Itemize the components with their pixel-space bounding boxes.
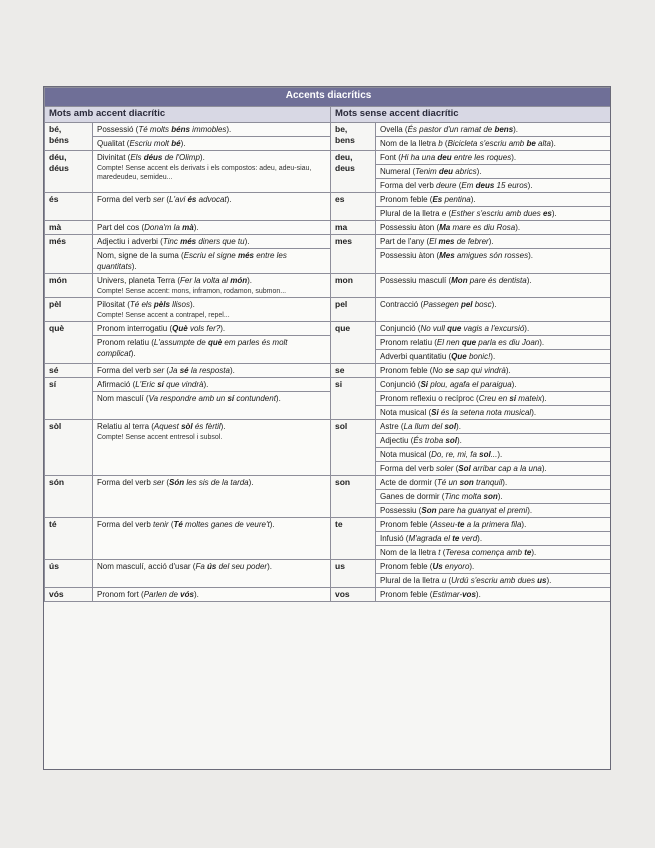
table-row	[45, 364, 612, 378]
unaccented-definition: Acte de dormir (Té un son tranquil).	[376, 476, 612, 490]
accented-definition	[93, 518, 331, 560]
accented-definition	[93, 560, 331, 588]
table-body	[45, 123, 612, 602]
unaccented-definition: Ovella (És pastor d'un ramat de bens).	[376, 123, 612, 137]
unaccented-definition: Nom de la lletra t (Teresa comença amb te).	[376, 546, 612, 560]
definition-text: Pronom relatiu (L'assumpte de què em parles és molt complicat).	[97, 338, 288, 358]
table-row	[45, 249, 612, 274]
table-row	[45, 123, 612, 137]
table-row	[45, 392, 612, 406]
unaccented-definition: Font (Hi ha una deu entre les roques).	[376, 151, 612, 165]
unaccented-definition: Nota musical (Si és la setena nota musical).	[376, 406, 612, 420]
unaccented-definition: Infusió (M'agrada el te verd).	[376, 532, 612, 546]
table-row	[45, 235, 612, 249]
accented-definition	[93, 476, 331, 518]
table-row	[45, 378, 612, 392]
unaccented-word: se	[331, 364, 376, 378]
unaccented-definition: Forma del verb deure (Em deus 15 euros).	[376, 179, 612, 193]
accented-definition	[93, 235, 331, 249]
definition-text: Nom, signe de la suma (Escriu el signe més entre les quantitats).	[97, 251, 287, 271]
table-row	[45, 298, 612, 322]
unaccented-definition: Pronom relatiu (El nen que parla es diu Joan).	[376, 336, 612, 350]
accented-definition	[93, 336, 331, 364]
unaccented-word: son	[331, 476, 376, 518]
table-row	[45, 560, 612, 574]
unaccented-word: que	[331, 322, 376, 364]
accented-definition	[93, 298, 331, 322]
accented-word: són	[45, 476, 93, 518]
accented-word: déu, déus	[45, 151, 93, 193]
definition-text: Relatiu al terra (Aquest sòl és fèrtil).	[97, 422, 226, 431]
table-row	[45, 322, 612, 336]
definition-text: Forma del verb ser (Són les sis de la tarda).	[97, 478, 254, 487]
accented-word: món	[45, 274, 93, 298]
definition-text: Pronom interrogatiu (Què vols fer?).	[97, 324, 226, 333]
unaccented-word: be, bens	[331, 123, 376, 151]
header-without-accent: Mots sense accent diacrític	[331, 107, 612, 123]
unaccented-definition: Pronom feble (Estimar-vos).	[376, 588, 612, 602]
unaccented-definition: Adjectiu (És troba sol).	[376, 434, 612, 448]
diacritic-accents-table	[43, 86, 611, 770]
definition-text: Forma del verb ser (Ja sé la resposta).	[97, 366, 235, 375]
unaccented-word: mes	[331, 235, 376, 274]
accented-definition	[93, 151, 331, 193]
unaccented-word: mon	[331, 274, 376, 298]
table-title: Accents diacrítics	[45, 88, 612, 107]
unaccented-definition: Conjunció (Si plou, agafa el paraigua).	[376, 378, 612, 392]
definition-note: Compte! Sense accent els derivats i els compostos: adeu, adeu-siau, maredeudeu, semideu...	[97, 165, 312, 181]
table-row	[45, 588, 612, 602]
accented-definition	[93, 392, 331, 420]
unaccented-definition: Ganes de dormir (Tinc molta son).	[376, 490, 612, 504]
unaccented-definition: Plural de la lletra e (Esther s'escriu amb dues es).	[376, 207, 612, 221]
unaccented-definition: Astre (La llum del sol).	[376, 420, 612, 434]
definition-text: Qualitat (Escriu molt bé).	[97, 139, 186, 148]
unaccented-definition: Pronom feble (No se sap qui vindrà).	[376, 364, 612, 378]
definition-text: Pilositat (Té els pèls llisos).	[97, 300, 195, 309]
unaccented-word: vos	[331, 588, 376, 602]
accented-definition	[93, 420, 331, 476]
unaccented-definition: Nota musical (Do, re, mi, fa sol...).	[376, 448, 612, 462]
unaccented-definition: Possessiu masculí (Mon pare és dentista).	[376, 274, 612, 298]
definition-text: Nom masculí (Va respondre amb un sí contundent).	[97, 394, 281, 403]
unaccented-word: te	[331, 518, 376, 560]
accented-word: sòl	[45, 420, 93, 476]
unaccented-definition: Pronom feble (Us enyoro).	[376, 560, 612, 574]
unaccented-word: us	[331, 560, 376, 588]
unaccented-definition: Possessiu àton (Mes amigues són rosses).	[376, 249, 612, 274]
unaccented-definition: Pronom feble (Asseu-te a la primera fila).	[376, 518, 612, 532]
unaccented-definition: Conjunció (No vull que vagis a l'excursió).	[376, 322, 612, 336]
accented-word: bé, béns	[45, 123, 93, 151]
definition-text: Univers, planeta Terra (Fer la volta al món).	[97, 276, 253, 285]
accented-definition	[93, 221, 331, 235]
definition-text: Divinitat (Els déus de l'Olimp).	[97, 153, 205, 162]
accented-definition	[93, 193, 331, 221]
definition-text: Forma del verb tenir (Té moltes ganes de veure't).	[97, 520, 275, 529]
unaccented-definition: Pronom feble (Es pentina).	[376, 193, 612, 207]
definition-text: Possessió (Té molts béns immobles).	[97, 125, 232, 134]
unaccented-word: pel	[331, 298, 376, 322]
table-row	[45, 193, 612, 207]
table-row	[45, 336, 612, 350]
unaccented-definition: Part de l'any (El mes de febrer).	[376, 235, 612, 249]
unaccented-word: ma	[331, 221, 376, 235]
accented-definition	[93, 378, 331, 392]
accented-word: té	[45, 518, 93, 560]
definition-text: Afirmació (L'Eric sí que vindrà).	[97, 380, 209, 389]
accented-definition	[93, 249, 331, 274]
accented-definition	[93, 274, 331, 298]
table-row	[45, 137, 612, 151]
accented-definition	[93, 123, 331, 137]
unaccented-definition: Adverbi quantitatiu (Que bonic!).	[376, 350, 612, 364]
definition-text: Adjectiu i adverbi (Tinc més diners que tu).	[97, 237, 250, 246]
definition-note: Compte! Sense accent: mons, inframon, rodamon, submon...	[97, 288, 287, 295]
accented-definition	[93, 588, 331, 602]
unaccented-word: si	[331, 378, 376, 420]
unaccented-definition: Possessiu àton (Ma mare es diu Rosa).	[376, 221, 612, 235]
accented-word: pèl	[45, 298, 93, 322]
accented-definition	[93, 322, 331, 336]
table-row	[45, 518, 612, 532]
table-row	[45, 476, 612, 490]
table-row	[45, 420, 612, 434]
unaccented-definition: Plural de la lletra u (Urdú s'escriu amb dues us).	[376, 574, 612, 588]
unaccented-definition: Possessiu (Son pare ha guanyat el premi).	[376, 504, 612, 518]
unaccented-definition: Numeral (Tenim deu abrics).	[376, 165, 612, 179]
unaccented-definition: Nom de la lletra b (Bicicleta s'escriu amb be alta).	[376, 137, 612, 151]
accented-word: sí	[45, 378, 93, 420]
unaccented-definition: Pronom reflexiu o recíproc (Creu en si mateix).	[376, 392, 612, 406]
definition-text: Nom masculí, acció d'usar (Fa ús del seu poder).	[97, 562, 272, 571]
unaccented-word: es	[331, 193, 376, 221]
accented-word: ús	[45, 560, 93, 588]
table-row	[45, 221, 612, 235]
accented-word: mà	[45, 221, 93, 235]
definition-text: Pronom fort (Parlen de vós).	[97, 590, 199, 599]
accents-table	[44, 87, 611, 602]
accented-definition	[93, 137, 331, 151]
unaccented-word: deu, deus	[331, 151, 376, 193]
table-row	[45, 151, 612, 165]
definition-note: Compte! Sense accent entresol i subsol.	[97, 434, 223, 441]
header-with-accent: Mots amb accent diacrític	[45, 107, 331, 123]
accented-word: sé	[45, 364, 93, 378]
definition-note: Compte! Sense accent a contrapel, repel...	[97, 312, 230, 319]
unaccented-word: sol	[331, 420, 376, 476]
definition-text: Forma del verb ser (L'avi és advocat).	[97, 195, 232, 204]
accented-word: vós	[45, 588, 93, 602]
unaccented-definition: Forma del verb soler (Sol arribar cap a la una).	[376, 462, 612, 476]
accented-definition	[93, 364, 331, 378]
accented-word: més	[45, 235, 93, 274]
table-row	[45, 274, 612, 298]
definition-text: Part del cos (Dona'm la mà).	[97, 223, 199, 232]
unaccented-definition: Contracció (Passegen pel bosc).	[376, 298, 612, 322]
accented-word: és	[45, 193, 93, 221]
accented-word: què	[45, 322, 93, 364]
